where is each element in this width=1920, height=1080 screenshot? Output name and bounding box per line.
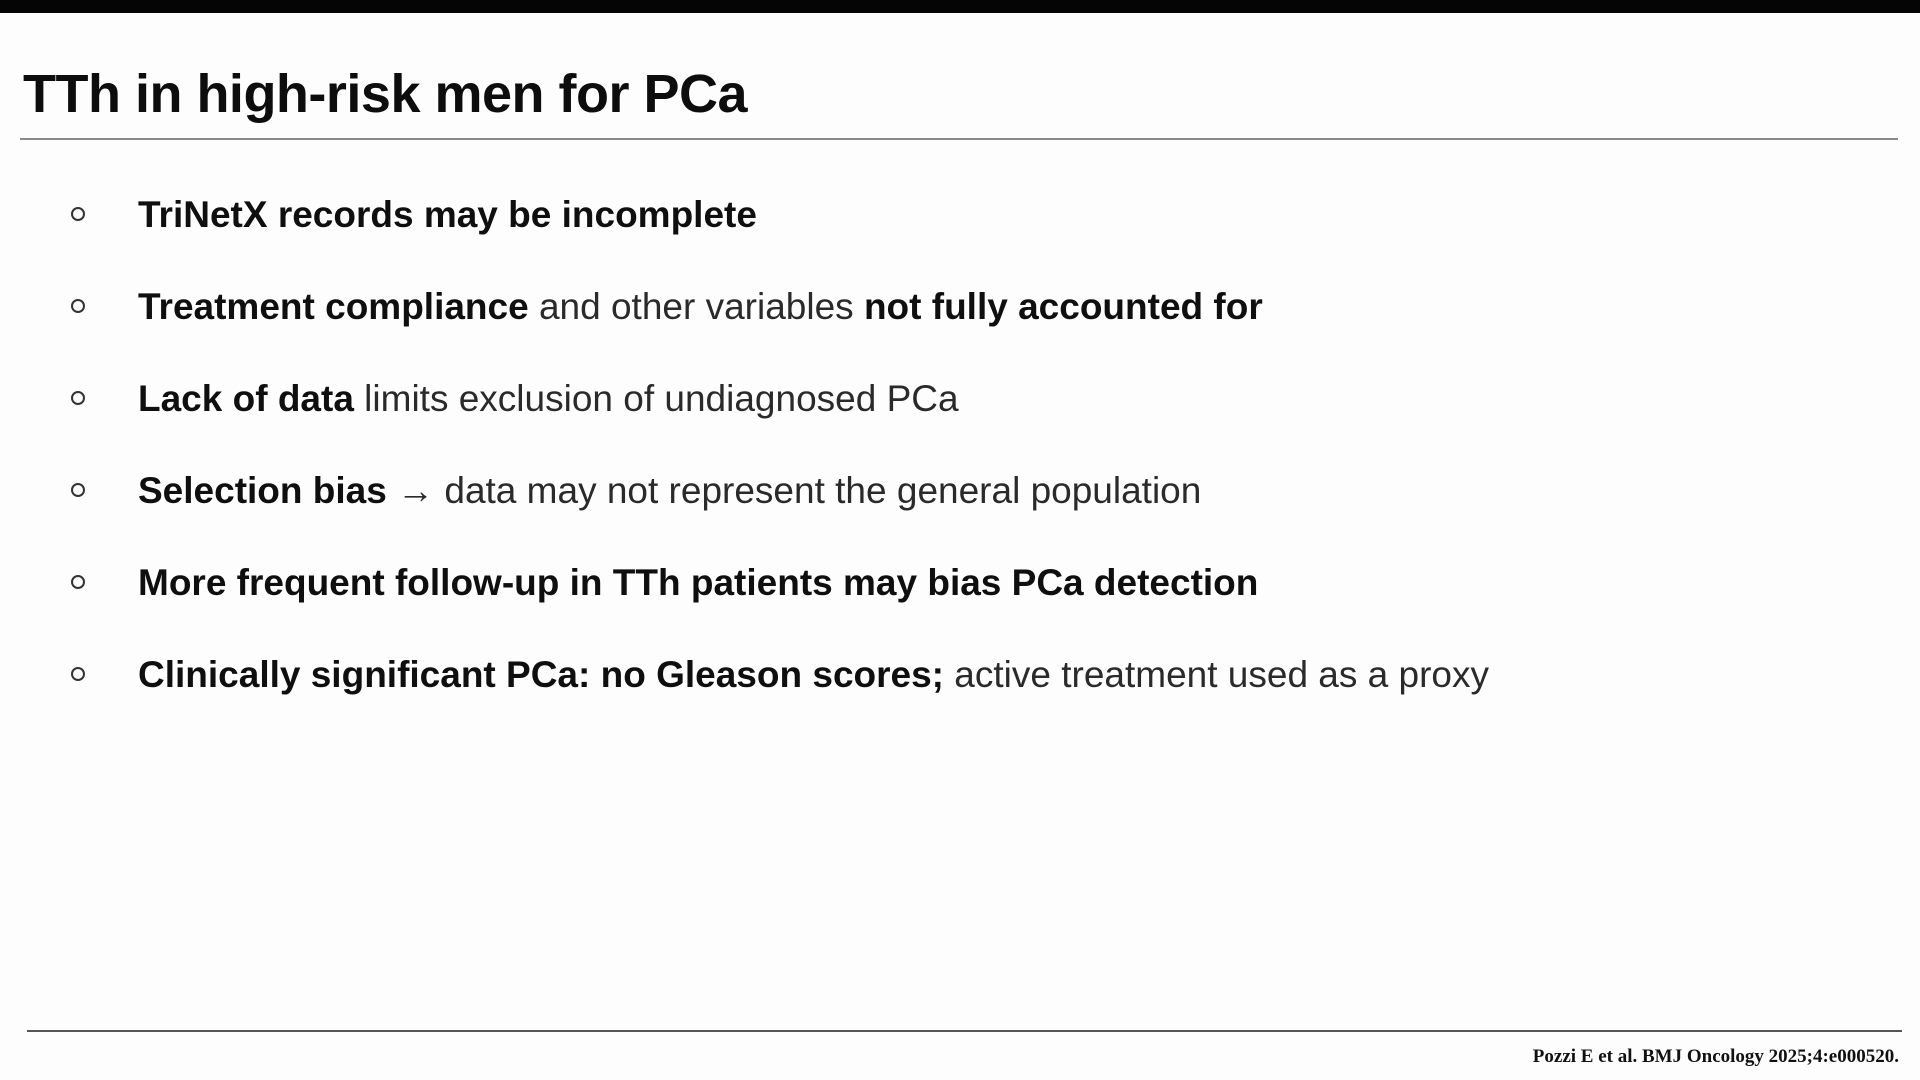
bold-text: Lack of data — [138, 378, 354, 419]
top-border-bar — [0, 0, 1920, 13]
bold-text: not fully accounted for — [863, 286, 1263, 327]
plain-text: → data may not represent the general population — [386, 470, 1202, 511]
slide-title: TTh in high-risk men for PCa — [23, 64, 748, 124]
bold-text: Clinically significant PCa: no Gleason scores; — [138, 654, 944, 695]
bold-text: TriNetX records may be incomplete — [138, 194, 757, 235]
bullet-text — [138, 180, 757, 250]
title-divider — [20, 138, 1898, 140]
bold-text: More frequent follow-up in TTh patients may bias PCa detection — [138, 562, 1259, 603]
bold-text: Selection bias — [138, 470, 387, 511]
bullet-item — [0, 456, 1920, 548]
bullet-item — [0, 180, 1920, 272]
hollow-circle-bullet-icon — [71, 207, 85, 221]
citation: Pozzi E et al. BMJ Oncology 2025;4:e000520. — [1532, 1046, 1899, 1067]
bullet-item — [0, 640, 1920, 732]
bullet-text — [138, 548, 1258, 618]
bullet-text — [138, 456, 1201, 526]
bullet-text — [138, 364, 959, 434]
hollow-circle-bullet-icon — [71, 391, 85, 405]
bold-text: Treatment compliance — [138, 286, 529, 327]
hollow-circle-bullet-icon — [71, 299, 85, 313]
plain-text: limits exclusion of undiagnosed PCa — [353, 378, 959, 419]
bullet-text — [138, 272, 1263, 342]
plain-text: active treatment used as a proxy — [944, 654, 1489, 695]
bullet-text — [138, 640, 1489, 710]
bullet-item — [0, 364, 1920, 456]
footer-divider — [27, 1030, 1902, 1032]
hollow-circle-bullet-icon — [71, 483, 85, 497]
plain-text: and other variables — [528, 286, 864, 327]
hollow-circle-bullet-icon — [71, 575, 85, 589]
bullet-item — [0, 272, 1920, 364]
hollow-circle-bullet-icon — [71, 667, 85, 681]
bullet-item — [0, 548, 1920, 640]
bullet-list — [0, 180, 1920, 732]
